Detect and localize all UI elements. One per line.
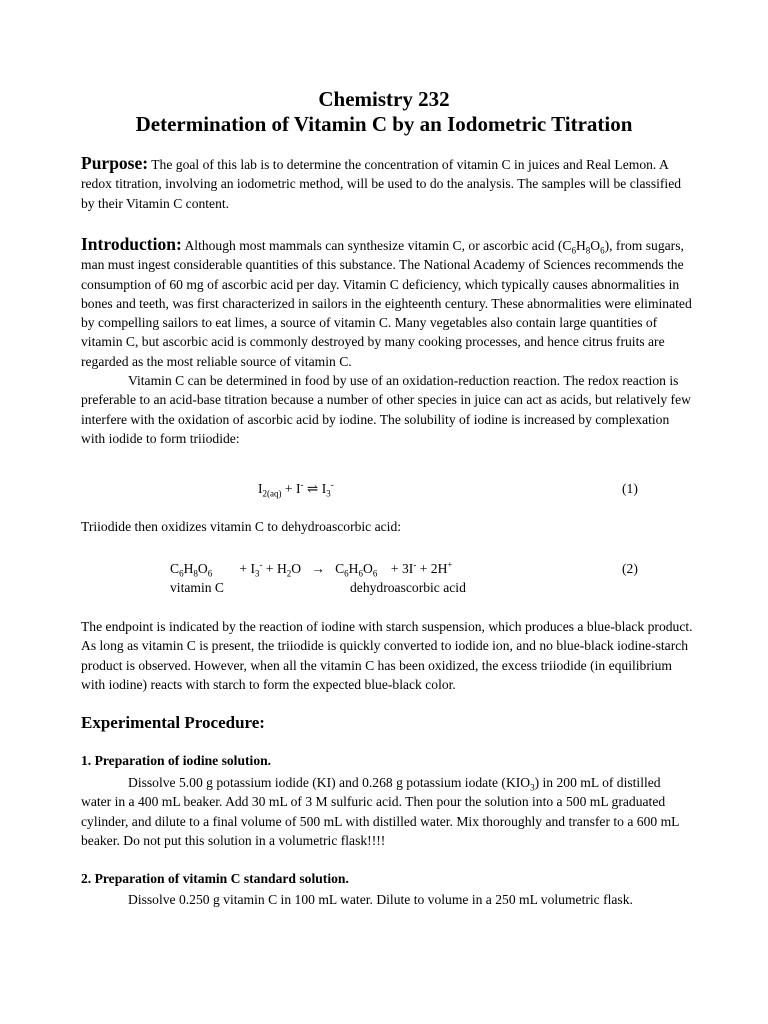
- introduction-paragraph: [81, 235, 693, 448]
- equation-2-number: (2): [622, 561, 638, 576]
- step-2-heading: 2. Preparation of vitamin C standard solution.: [81, 871, 349, 886]
- step-1-text-a: Dissolve 5.00 g potassium iodide (KI) and 0.268 g potassium iodate (: [128, 775, 506, 790]
- course-title: Chemistry 232: [318, 87, 450, 111]
- introduction-text-a: Although most mammals can synthesize vitamin C, or ascorbic acid (: [184, 238, 563, 253]
- introduction-text-b: ), from sugars, man must ingest considerable quantities of this substance. The National Academy of Sciences recommends the consumption of 60 mg of ascorbic acid per day. Vitamin C deficiency, which typically causes abnormalities in bones and teeth, was first characterized in sailors in the eighteenth century. These abnormalities were eliminated by compelling sailors to eat limes, a source of vitamin C. Many vegetables also contain large quantities of vitamin C, but ascorbic acid is commonly destroyed by many cooking processes, and hence citrus fruits are regarded as the most reliable source of vitamin C.: [81, 238, 692, 369]
- step-1-body: [81, 773, 693, 850]
- purpose-text: The goal of this lab is to determine the concentration of vitamin C in juices and Real Lemon. A redox titration, involving an iodometric method, will be used to do the analysis. The samples will be classified by their Vitamin C content.: [81, 157, 682, 211]
- introduction-label: Introduction:: [81, 234, 182, 254]
- purpose-label: Purpose:: [81, 153, 149, 173]
- triiodide-sentence: Triiodide then oxidizes vitamin C to dehydroascorbic acid:: [81, 519, 402, 534]
- ascorbic-acid-formula: $C_6H_8O_6$: [562, 238, 605, 256]
- procedure-heading: Experimental Procedure:: [81, 713, 265, 732]
- equation-1: $I_{2(aq)} + I^-$ ⇌ $I_3^-$: [258, 479, 334, 499]
- introduction-paragraph-2: Vitamin C can be determined in food by use of an oxidation-reduction reaction. The redox reaction is preferable to an acid-base titration because a number of other species in juice can act as acids, but relatively few interfere with the oxidation of ascorbic acid by iodine. The solubility of iodine is increased by complexation with iodide to form triiodide:: [81, 373, 691, 446]
- endpoint-paragraph: The endpoint is indicated by the reaction of iodine with starch suspension, which produces a blue-black product. As long as vitamin C is present, the triiodide is quickly converted to iodide ion, and no blue-black iodine-starch product is observed. However, when all the vitamin C has been oxidized, the excess triiodide (in equilibrium with iodine) reacts with starch to form the expected blue-black color.: [81, 619, 693, 692]
- step-1-text-b: ) in 200 mL of distilled water in a 400 mL beaker. Add 30 mL of 3 M sulfuric acid. Then pour the solution into a 500 mL graduated cylinder, and dilute to a final volume of 500 mL with distilled water. Mix thoroughly and transfer to a 600 mL beaker. Do not put this solution in a volumetric flask!!!!: [81, 775, 679, 848]
- purpose-paragraph: [81, 154, 693, 213]
- step-1-heading: 1. Preparation of iodine solution.: [81, 753, 272, 768]
- dehydroascorbic-acid-label: dehydroascorbic acid: [350, 580, 466, 595]
- step-2-body: Dissolve 0.250 g vitamin C in 100 mL water. Dilute to volume in a 250 mL volumetric flask.: [128, 892, 633, 907]
- equation-1-number: (1): [622, 481, 638, 496]
- equation-2: $C_6H_8O_6$ + $I_3^- + H_2O \to C_6H_6O_6$ + 3I- + 2H+: [170, 559, 453, 579]
- potassium-iodate-formula: $KIO_3$: [505, 775, 535, 793]
- step-1-text: [81, 773, 693, 850]
- vitamin-c-label: vitamin C: [170, 580, 224, 595]
- step-2-text: [81, 890, 693, 909]
- document-title: Determination of Vitamin C by an Iodometric Titration: [135, 112, 633, 136]
